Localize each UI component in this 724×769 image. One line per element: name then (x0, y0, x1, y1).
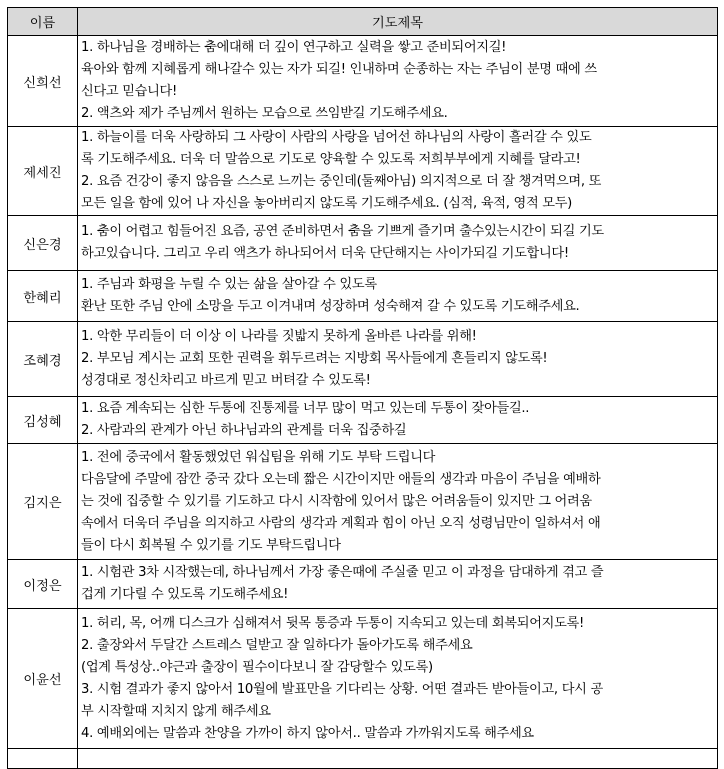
prayer-line: 1. 요즘 계속되는 심한 두통에 진통제를 너무 많이 먹고 있는데 두통이 잦아들길.. (81, 401, 530, 416)
prayer-line: 신다고 믿습니다! (81, 84, 177, 99)
prayer-cell[interactable] (78, 444, 718, 560)
prayer-line: 들이 다시 회복될 수 있기를 기도 부탁드립니다 (81, 537, 341, 553)
prayer-cell[interactable] (78, 322, 718, 397)
name-cell[interactable]: 이윤선 (8, 609, 78, 749)
prayer-cell[interactable] (78, 560, 718, 609)
prayer-line: 환난 또한 주님 안에 소망을 두고 이겨내며 성장하며 성숙해져 갈 수 있도록 기도해주세요. (81, 299, 580, 314)
table-row (8, 127, 718, 216)
header-prayer-title[interactable]: 기도제목 (78, 8, 718, 36)
prayer-line: 성경대로 정신차리고 바르게 믿고 버텨갈 수 있도록! (81, 373, 371, 388)
prayer-cell[interactable] (78, 36, 718, 127)
prayer-cell[interactable] (78, 127, 718, 216)
prayer-line: 2. 액츠와 제가 주님께서 원하는 모습으로 쓰임받길 기도해주세요. (81, 106, 448, 121)
table-body (8, 36, 718, 769)
header-row (8, 8, 718, 36)
table-row (8, 36, 718, 127)
prayer-line: 는 것에 집중할 수 있기를 기도하고 다시 시작함에 있어서 많은 어려움들이 있지만 그 어려움 (81, 493, 592, 509)
prayer-line: 모든 일을 함에 있어 나 자신을 놓아버리지 않도록 기도해주세요. (심적, 육적, 영적 모두) (81, 196, 572, 211)
prayer-line: 부 시작할때 지치지 않게 해주세요 (81, 703, 271, 719)
prayer-line: 4. 예배외에는 말씀과 찬양을 가까이 하지 않아서.. 말씀과 가까워지도록 해주세요 (81, 725, 534, 741)
name-cell[interactable]: 이정은 (8, 560, 78, 609)
name-cell[interactable]: 김성혜 (8, 397, 78, 444)
prayer-cell[interactable] (78, 609, 718, 749)
prayer-line: 하고있습니다. 그리고 우리 액츠가 하나되어서 더욱 단단해지는 사이가되길 기도합니다! (81, 246, 569, 261)
prayer-line: 1. 악한 무리들이 더 이상 이 나라를 짓밟지 못하게 올바른 나라를 위해! (81, 329, 477, 344)
prayer-line: 2. 출장와서 두달간 스트레스 덜받고 잘 일하다가 돌아가도록 해주세요 (81, 637, 473, 653)
table-row (8, 271, 718, 322)
prayer-line: 속에서 더욱더 주님을 의지하고 사람의 생각과 계획과 힘이 아닌 오직 성령님만이 일하셔서 애 (81, 515, 601, 531)
prayer-line: 2. 부모님 계시는 교회 또한 권력을 휘두르려는 지방회 목사들에게 흔들리지 않도록! (81, 351, 548, 366)
prayer-line: 1. 주님과 화평을 누릴 수 있는 삶을 살아갈 수 있도록 (81, 277, 377, 292)
table-row (8, 397, 718, 444)
name-cell[interactable]: 신은경 (8, 216, 78, 271)
prayer-line: 2. 요즘 건강이 좋지 않음을 스스로 느끼는 중인데(둘째아님) 의지적으로 더 잘 챙겨먹으며, 또 (81, 174, 602, 189)
prayer-line: 3. 시험 결과가 좋지 않아서 10월에 발표만을 기다리는 상황. 어떤 결과든 받아들이고, 다시 공 (81, 681, 603, 697)
prayer-line: 1. 전에 중국에서 활동했었던 워십팀을 위해 기도 부탁 드립니다 (81, 449, 436, 465)
prayer-line: 겁게 기다릴 수 있도록 기도해주세요! (81, 587, 289, 602)
name-cell[interactable]: 한혜리 (8, 271, 78, 322)
prayer-line: 1. 허리, 목, 어깨 디스크가 심해져서 뒷목 통증과 두통이 지속되고 있는데 회복되어지도록! (81, 615, 584, 631)
prayer-line: 다음달에 주말에 잠깐 중국 갔다 오는데 짧은 시간이지만 애들의 생각과 마음이 주님을 예배하 (81, 471, 601, 487)
prayer-cell[interactable] (78, 397, 718, 444)
table-row (8, 560, 718, 609)
name-cell[interactable]: 제세진 (8, 127, 78, 216)
table-row (8, 216, 718, 271)
table-row (8, 609, 718, 749)
prayer-line: 2. 사람과의 관계가 아닌 하나님과의 관계를 더욱 집중하길 (81, 423, 407, 438)
name-cell[interactable]: 신희선 (8, 36, 78, 127)
prayer-line: (업계 특성상..야근과 출장이 필수이다보니 잘 감당할수 있도록) (81, 659, 433, 675)
name-cell[interactable]: 김지은 (8, 444, 78, 560)
prayer-line: 록 기도해주세요. 더욱 더 말씀으로 기도로 양육할 수 있도록 저희부부에게 지혜를 달라고! (81, 152, 581, 167)
prayer-request-table (7, 7, 718, 769)
header-name[interactable]: 이름 (8, 8, 78, 36)
prayer-line: 육아와 함께 지혜롭게 해나갈수 있는 자가 되길! 인내하며 순종하는 자는 주님이 분명 때에 쓰 (81, 62, 597, 77)
prayer-line: 1. 하늘이를 더욱 사랑하되 그 사랑이 사람의 사랑을 넘어선 하나님의 사랑이 흘러갈 수 있도 (81, 130, 592, 145)
prayer-cell[interactable] (78, 271, 718, 322)
table-row (8, 444, 718, 560)
name-cell[interactable]: 조혜경 (8, 322, 78, 397)
prayer-line: 1. 시험관 3차 시작했는데, 하나님께서 가장 좋은때에 주실줄 믿고 이 과정을 담대하게 겪고 즐 (81, 565, 604, 580)
table-row (8, 322, 718, 397)
prayer-cell[interactable] (78, 216, 718, 271)
prayer-line: 1. 춤이 어렵고 힘들어진 요즘, 공연 준비하면서 춤을 기쁘게 즐기며 출수있는시간이 되길 기도 (81, 224, 604, 239)
prayer-line: 1. 하나님을 경배하는 춤에대해 더 깊이 연구하고 실력을 쌓고 준비되어지길! (81, 40, 507, 55)
